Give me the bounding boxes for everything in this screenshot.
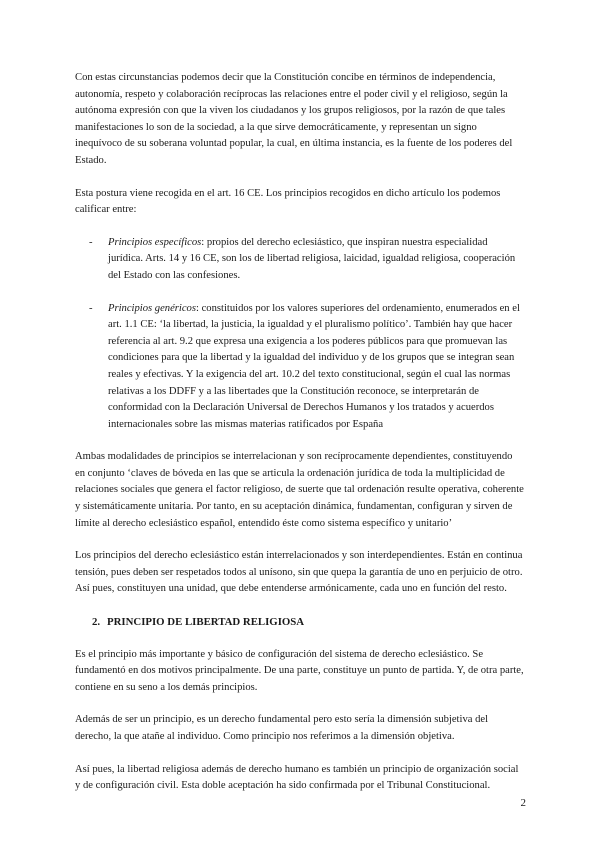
paragraph-interrelation: Ambas modalidades de principios se interrelacionan y son recíprocamente dependientes, constituyendo en conjunto ‘claves de bóveda en las que se articula la ordenación jurídica de toda la multiplicidad de relaciones sociales que genera el factor religioso, de suerte que tal ordenación resulte operativa, coherente y sistemáticamente unitaria. Por tanto, en su aceptación dinámica, fundamentan, configuran y sirven de límite al derecho eclesiástico español, entendido éste como sistema específico y unitario’ — [75, 451, 524, 529]
bullet-text: : constituidos por los valores superiores del ordenamiento, enumerados en el art. 1.1 CE: ‘la libertad, la justicia, la igualdad y el pluralismo político’. También hay que hacer referencia al art. 9.2 que expresa una exigencia a los poderes públicos para que promuevan las condiciones para que la libertad y la igualdad del individuo y de los grupos que se integran sean reales y efectivas. Y la exigencia del art. 10.2 del texto constitucional, según el cual las normas relativas a los DDFF y a las libertades que la Constitución reconoce, se interpretarán de conformidad con la Declaración Universal de Derechos Humanos y los tratados y acuerdos internacionales sobre las mismas materias ratificados por España — [108, 302, 520, 430]
principles-list — [75, 235, 524, 434]
paragraph-fundamental-right: Además de ser un principio, es un derecho fundamental pero esto sería la dimensión subjetiva del derecho, la que atañe al individuo. Como principio nos referimos a la dimensión objetiva. — [75, 714, 489, 742]
bullet-term: Principios genéricos — [108, 302, 196, 314]
list-item-specific-principles — [75, 235, 524, 285]
bullet-dash: - — [89, 302, 93, 314]
paragraph-constitution-relations: Con estas circunstancias podemos decir que la Constitución concibe en términos de independencia, autonomía, respeto y colaboración recíprocas las relaciones entre el poder civil y el religioso, según la autónoma expresión con que la viven los ciudadanos y los grupos religiosos, por la razón de que tales manifestaciones lo son de la sociedad, a la que sirve democráticamente, y representan un signo inequívoco de su soberana voluntad popular, la cual, en última instancia, es la fuente de los poderes del Estado. — [75, 72, 513, 166]
list-item-generic-principles — [75, 301, 524, 434]
bullet-dash: - — [89, 236, 93, 248]
paragraph-article-16: Esta postura viene recogida en el art. 16 CE. Los principios recogidos en dicho artículo los podemos calificar entre: — [75, 187, 501, 216]
paragraph-double-acceptance: Así pues, la libertad religiosa además de derecho humano es también un principio de organización social y de configuración civil. Esta doble aceptación ha sido confirmada por el Tribunal Constitucional. — [75, 763, 519, 792]
section-title: PRINCIPIO DE LIBERTAD RELIGIOSA — [107, 616, 305, 629]
paragraph-most-important-principle: Es el principio más importante y básico de configuración del sistema de derecho eclesiástico. Se fundamentó en dos motivos principalmente. De una parte, constituye un punto de partida. Y, de otra parte, contiene en su seno a los demás principios. — [75, 648, 524, 693]
page-number: 2 — [520, 797, 526, 809]
bullet-text: : propios del derecho eclesiástico, que inspiran nuestra especialidad jurídica. Arts. 14 y 16 CE, son los de libertad religiosa, laicidad, igualdad religiosa, cooperación del Estado con las confesiones. — [108, 236, 516, 281]
bullet-term: Principios específicos — [108, 236, 202, 248]
paragraph-interdependence: Los principios del derecho eclesiástico están interrelacionados y son interdependientes. Están en continua tensión, pues deben ser respetados todos al unísono, sin que quepa la garantía de uno en perjuicio de otro. Así pues, constituyen una unidad, que debe entenderse armónicamente, cada uno en función del resto. — [75, 550, 523, 595]
section-number: 2. — [92, 616, 101, 629]
section-heading — [75, 614, 524, 631]
